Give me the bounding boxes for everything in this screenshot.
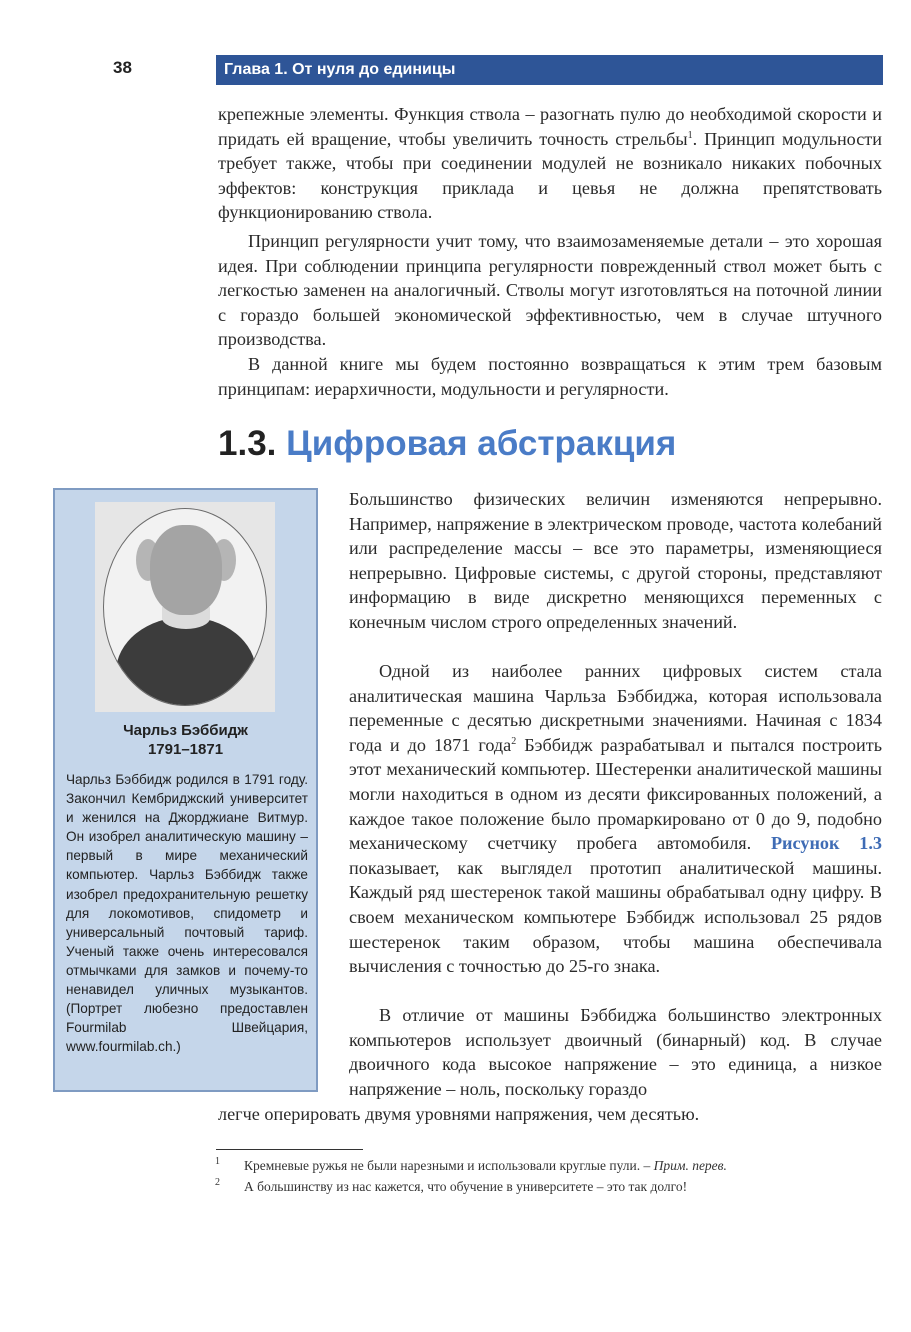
body-p2-text-a: Одной из наиболее ранних цифровых систем стала аналитическая машина Чарльза Бэббиджа, которая использовала переменные с десятью дискретными значениями. Начиная с 1834 года и до 1871 года [349,661,882,755]
chapter-header: Глава 1. От нуля до единицы [216,55,883,85]
sidebar-biography-text: Чарльз Бэббидж родился в 1791 году. Закончил Кембриджский университет и женился на Джорджиане Витмур. Он изобрел аналитическую машину – первый в мире механический компьютер. Чарльз Бэббидж также изобрел предохранительную решетку для локомотивов, спидометр и универсальный почтовый тариф. Ученый также очень интересовался отмычками для замков и почему-то ненавидел уличных музыкантов. (Портрет любезно предоставлен Fourmilab Швейцария, www.fourmilab.ch.) [66,772,308,1055]
section-heading [218,424,676,464]
body-paragraph-2 [349,659,882,979]
intro-paragraph-3: В данной книге мы будем постоянно возвращаться к этим трем базовым принципам: иерархичности, модульности и регулярности. [218,354,882,399]
portrait-image [95,502,275,712]
intro-p1-text-a: крепежные элементы. Функция ствола – разогнать пулю до необходимой скорости и придать ей вращение, чтобы увеличить точность стрельбы [218,104,882,149]
body-paragraph-1: Большинство физических величин изменяются непрерывно. Например, напряжение в электрическом проводе, частота колебаний или распределение массы – все это параметры, изменяющиеся непрерывно. Цифровые системы, с другой стороны, представляют информацию в виде дискретно меняющихся переменных с конечным числом строго определенных значений. [349,489,882,632]
footnote-1-text: Кремневые ружья не были нарезными и использовали круглые пули. – [244,1158,654,1173]
footnote-2-mark: 2 [215,1177,220,1188]
footnote-1-translator-note: Прим. перев. [653,1158,727,1173]
body-p2-text-b: Бэббидж разрабатывал и пытался построить этот механический компьютер. Шестеренки аналитической машины могли находиться в одном из десяти фиксированных положений, а каждое такое положение было промаркировано от 0 до 9, подобно механическому счетчику пробега автомобиля. [349,734,882,854]
body-paragraph-3: В отличие от машины Бэббиджа большинство электронных компьютеров использует двоичный (бинарный) код. В случае двоичного кода высокое напряжение – это единица, а низкое напряжение – ноль, поскольку гораздо [349,1005,882,1099]
portrait-head [150,525,222,615]
intro-paragraph-1 [218,102,882,225]
footnote-2-text: А большинству из нас кажется, что обучение в университете – это так долго! [244,1179,688,1194]
page-number: 38 [113,58,132,77]
portrait-caption-name: Чарльз Бэббидж [123,722,248,739]
biography-sidebar [53,488,318,1092]
portrait-coat [116,617,256,706]
intro-p1-text-b: . Принцип модульности требует также, чтобы при соединении модулей не возникало никаких побочных эффектов: конструкция приклада и цевья не должна препятствовать функционированию ствола. [218,128,882,223]
footnote-ref-2: 2 [511,735,517,747]
footnote-1 [244,1157,727,1175]
footnote-1-mark: 1 [215,1156,220,1167]
figure-reference-link[interactable]: Рисунок 1.3 [770,833,882,854]
body-p2-text-c: показывает, как выглядел прототип аналитической машины. Каждый ряд шестеренок такой машины обрабатывал одну цифру. В своем механическом компьютере Бэббидж использовал 25 рядов шестеренок таким образом, чтобы машина обеспечивала вычисления с точностью до 25-го знака. [349,857,882,977]
section-title: Цифровая абстракция [286,424,677,463]
footnote-ref-1: 1 [687,129,693,141]
body-paragraph-3-end: легче оперировать двумя уровнями напряжения, чем десятью. [218,1104,700,1124]
portrait-caption-years: 1791–1871 [147,741,224,758]
section-number: 1.3. [218,424,277,463]
intro-paragraph-2: Принцип регулярности учит тому, что взаимозаменяемые детали – это хорошая идея. При соблюдении принципа регулярности поврежденный ствол может быть с легкостью заменен на аналогичный. Стволы могут изготовляться на поточной линии с гораздо большей экономической эффективностью, чем в случае штучного производства. [218,231,882,350]
footnote-divider [216,1149,363,1150]
portrait-frame [103,508,267,706]
